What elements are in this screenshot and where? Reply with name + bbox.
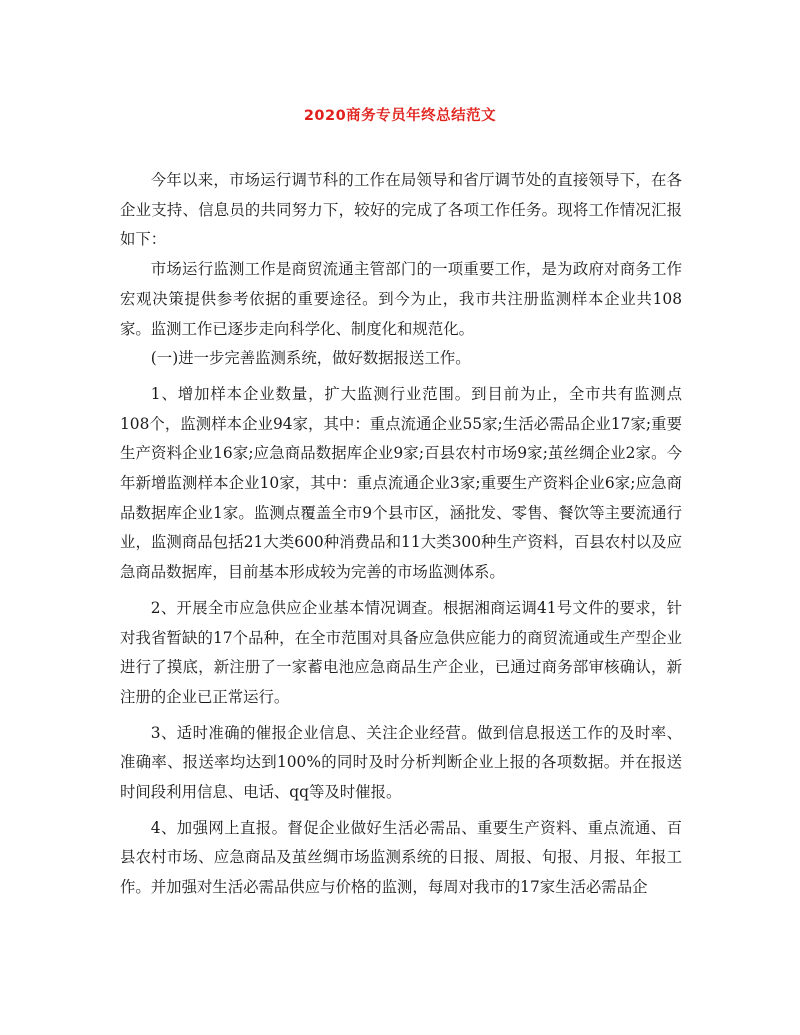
paragraph-monitoring-overview: 市场运行监测工作是商贸流通主管部门的一项重要工作，是为政府对商务工作宏观决策提供参考依据的重要途径。到今为止，我市共注册监测样本企业共108家。监测工作已逐步走向科学化、制度化和规范化。 (120, 260, 682, 338)
document-title: 2020商务专员年终总结范文 (303, 108, 497, 124)
paragraph-item-2: 2、开展全市应急供应企业基本情况调查。根据湘商运调41号文件的要求，针对我省暂缺的17个品种，在全市范围对具备应急供应能力的商贸流通或生产型企业进行了摸底，新注册了一家蓄电池应急商品生产企业，已通过商务部审核确认，新注册的企业已正常运行。 (120, 598, 682, 706)
paragraph-item-1: 1、增加样本企业数量，扩大监测行业范围。到目前为止，全市共有监测点108个，监测样本企业94家，其中：重点流通企业55家;生活必需品企业17家;重要生产资料企业16家;应急商品数据库企业9家;百县农村市场9家;茧丝绸企业2家。今年新增监测样本企业10家，其中：重点流通企业3家;重要生产资料企业6家;应急商品数据库企业1家。监测点覆盖全市9个县市区，涵批发、零售、餐饮等主要流通行业，监测商品包括21大类600种消费品和11大类300种生产资料，百县农村以及应急商品数据库，目前基本形成较为完善的市场监测体系。 (120, 384, 682, 582)
paragraph-item-4: 4、加强网上直报。督促企业做好生活必需品、重要生产资料、重点流通、百县农村市场、应急商品及茧丝绸市场监测系统的日报、周报、旬报、月报、年报工作。并加强对生活必需品供应与价格的监测，每周对我市的17家生活必需品企 (120, 818, 682, 897)
paragraph-intro: 今年以来，市场运行调节科的工作在局领导和省厅调节处的直接领导下，在各企业支持、信息员的共同努力下，较好的完成了各项工作任务。现将工作情况汇报如下： (120, 171, 682, 249)
document-body (120, 166, 682, 903)
paragraph-section-heading: (一)进一步完善监测系统，做好数据报送工作。 (150, 349, 471, 368)
paragraph-item-3: 3、适时准确的催报企业信息、关注企业经营。做到信息报送工作的及时率、准确率、报送率均达到100%的同时及时分析判断企业上报的各项数据。并在报送时间段利用信息、电话、qq等及时催报。 (120, 723, 682, 802)
